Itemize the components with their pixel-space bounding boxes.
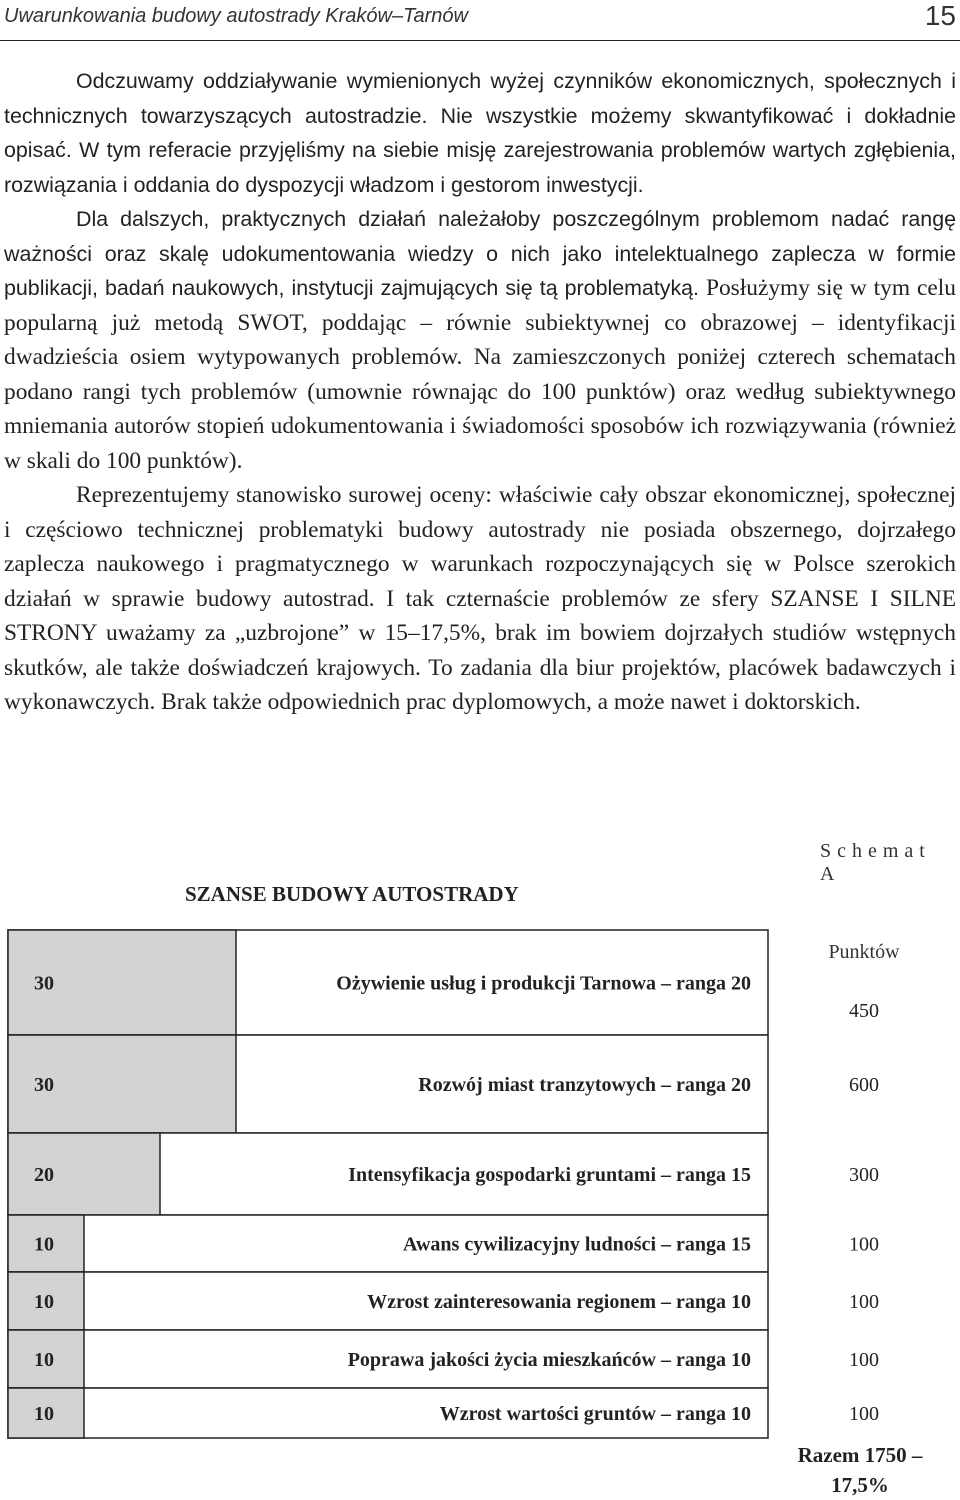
paragraph-1-text: Odczuwamy oddziaływanie wymienionych wyżej czynników ekonomicznych, społecznych i technicznych towarzyszących autostradzie. Nie wszystkie możemy skwantyfikować i dokładnie opisać. W tym referacie przyjęliśmy na siebie misję zarejestrowania problemów wartych zgłębienia, rozwiązania i oddania do dyspozycji władzom i gestorom inwestycji. (4, 69, 956, 197)
paragraph-1 (4, 64, 956, 202)
points-value: 100 (849, 1403, 879, 1425)
page-number: 15 (924, 0, 956, 31)
points-value: 300 (849, 1164, 879, 1186)
body-text (4, 64, 956, 720)
category-label: Wzrost wartości gruntów – ranga 10 (439, 1403, 751, 1425)
paragraph-3 (4, 478, 956, 720)
points-value: 100 (849, 1349, 879, 1371)
schema-label: Schemat A (820, 840, 931, 885)
paragraph-3-text: Reprezentujemy stanowisko surowej oceny: właściwie cały obszar ekonomicznej, społecznej i częściowo technicznej problematyki budowy autostrady nie posiada obszernego, dojrzałego zaplecza naukowego i pragmatycznego w warunkach rozpoczynających się w Polsce szerokich działań w sprawie budowy autostrad. I tak czternaście problemów ze sfery SZANSE I SILNE STRONY uważamy za „uzbrojone” w 15–17,5%, brak im bowiem dojrzałych studiów wstępnych skutków, ale także doświadczeń krajowych. To zadania dla biur projektów, placówek badawczych i wykonawczych. Brak także odpowiednich prac dyplomowych, a może nawet i doktorskich. (4, 482, 956, 715)
total-label: Razem 1750 – (797, 1443, 923, 1467)
category-label: Rozwój miast tranzytowych – ranga 20 (418, 1074, 751, 1096)
paragraph-2-serif-text: Posłużymy się w tym celu popularną już metodą SWOT, poddając – równie subiektywnej co obrazowej – identyfikacji dwadzieścia osiem wytypowanych problemów. Na zamieszczonych poniżej czterech schematach podano rangi tych problemów (umownie równając do 100 punktów) oraz według subiektywnego mniemania autorów stopień udokumentowania i świadomości sposobów ich rozwiązywania (również w skali do 100 punktów). (4, 275, 956, 474)
category-label: Awans cywilizacyjny ludności – ranga 15 (403, 1233, 751, 1256)
bar-value-label: 30 (34, 1074, 54, 1096)
points-value: 100 (849, 1291, 879, 1313)
category-label: Intensyfikacja gospodarki gruntami – ranga 15 (348, 1164, 751, 1186)
bar-value-label: 10 (34, 1403, 54, 1425)
category-label: Poprawa jakości życia mieszkańców – ranga 10 (347, 1349, 751, 1371)
bar-value-label: 10 (34, 1291, 54, 1313)
chart-title: SZANSE BUDOWY AUTOSTRADY (185, 882, 519, 906)
bar (8, 1133, 160, 1215)
bar-value-label: 20 (34, 1164, 54, 1186)
total-percent: 17,5% (831, 1473, 889, 1497)
bar-value-label: 10 (34, 1349, 54, 1371)
points-value: 450 (849, 1000, 879, 1022)
points-value: 100 (849, 1233, 879, 1256)
category-label: Wzrost zainteresowania regionem – ranga 10 (367, 1291, 751, 1313)
page-header (0, 0, 960, 41)
chart-total (780, 1440, 940, 1500)
points-header: Punktów (828, 941, 900, 963)
running-title: Uwarunkowania budowy autostrady Kraków–Tarnów (4, 5, 468, 27)
opportunities-chart (0, 925, 960, 1440)
category-label: Ożywienie usług i produkcji Tarnowa – ranga 20 (336, 972, 751, 995)
bar-value-label: 10 (34, 1233, 54, 1256)
paragraph-2-sans-text: Dla dalszych, praktycznych działań należałoby poszczególnym problemom nadać rangę ważności oraz skalę udokumentowania wiedzy o nich jako intelektualnego zaplecza w formie publikacji, badań naukowych, instytucji zajmujących się tą problematyką. (4, 207, 956, 300)
paragraph-2 (4, 202, 956, 478)
bar-value-label: 30 (34, 972, 54, 995)
points-value: 600 (849, 1074, 879, 1096)
